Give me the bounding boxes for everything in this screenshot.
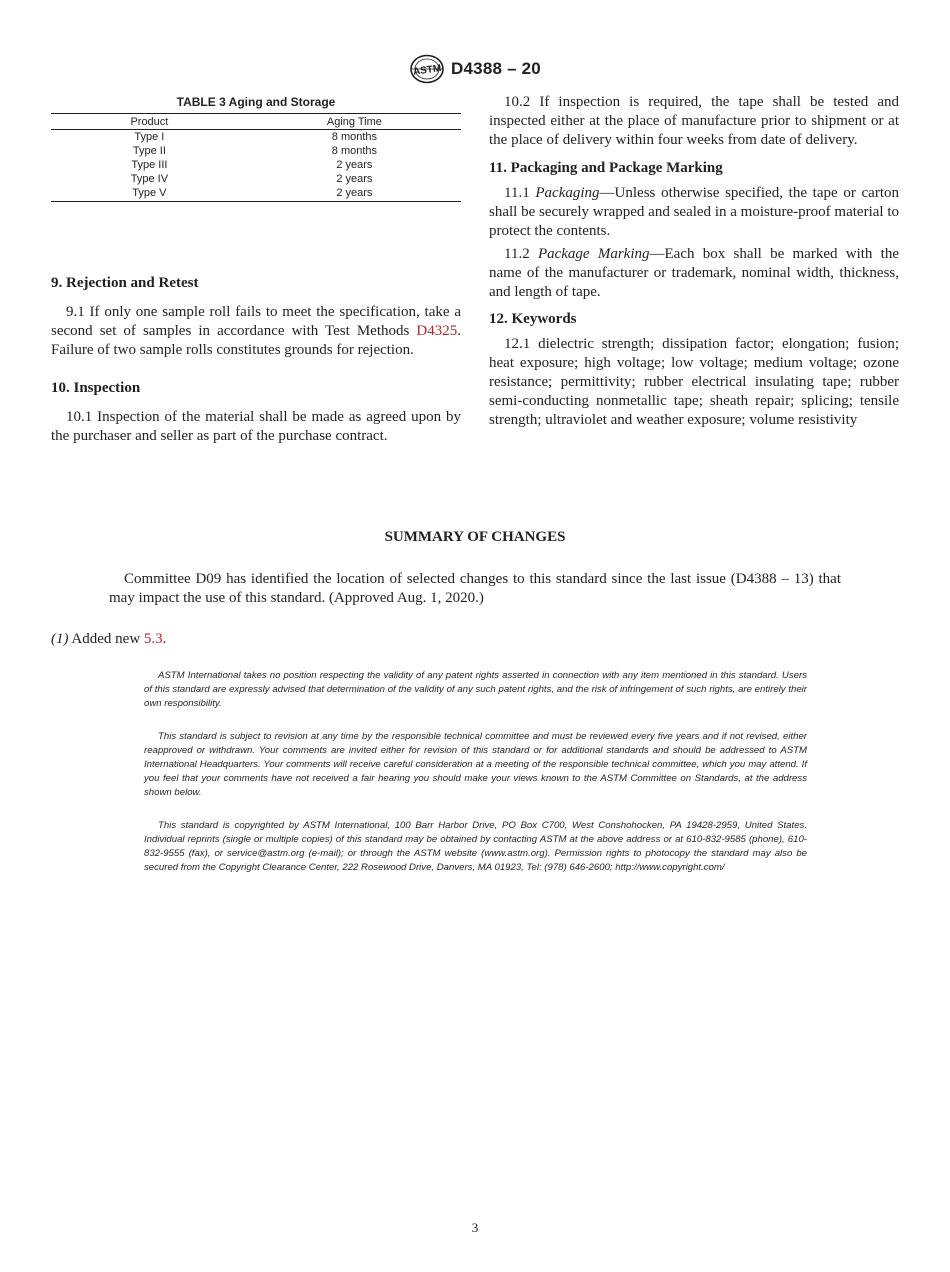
table-row: [51, 144, 461, 158]
summary-body: Committee D09 has identified the location of selected changes to this standard since the last issue (D4388 – 13) that may impact the use of this standard. (Approved Aug. 1, 2020.): [109, 571, 841, 606]
section-11-1-paragraph: [489, 184, 899, 241]
page-number: 3: [471, 1220, 479, 1235]
section-11-2-paragraph: [489, 245, 899, 302]
page-header: [0, 54, 950, 84]
change-item-number: (1): [51, 631, 69, 647]
copyright-notice: This standard is copyrighted by ASTM International, 100 Barr Harbor Drive, PO Box C700, West Conshohocken, PA 19428-2959, United States. Individual reprints (single or multiple copies) of this standard may be obtained by contacting ASTM at the above address or at 610-832-9585 (phone), 610-832-9555 (fax), or service@astm.org (e-mail); or through the ASTM website (www.astm.org). Permission rights to photocopy the standard may also be secured from the Copyright Clearance Center, 222 Rosewood Drive, Danvers, MA 01923, Tel: (978) 646-2600; http://www.copyright.com/: [144, 820, 807, 873]
section-10-2-paragraph: 10.2 If inspection is required, the tape shall be tested and inspected either at the place of manufacture prior to shipment or at the place of delivery within four weeks from date of delivery.: [489, 94, 899, 148]
paragraph-text: —Each box shall be marked with the name of the manufacturer or trademark, nominal width, thickness, and length of tape.: [489, 246, 899, 300]
table-cell-aging-time: 2 years: [336, 159, 373, 171]
paragraph-text: 9.1 If only one sample roll fails to meet the specification, take a second set of samples in accordance with Test Methods: [51, 304, 461, 339]
d4325-link[interactable]: D4325: [416, 323, 458, 339]
table-cell-aging-time: 2 years: [336, 173, 373, 185]
table-cell-aging-time: 2 years: [248, 186, 461, 202]
change-item-text: Added new: [68, 631, 144, 647]
table-cell-product: Type III: [131, 159, 168, 171]
column-header-aging-time: Aging Time: [248, 114, 461, 130]
aging-storage-table: [51, 113, 461, 202]
term-package-marking: Package Marking: [537, 246, 650, 262]
section-11-heading: 11. Packaging and Package Marking: [489, 160, 723, 176]
change-list-item: [51, 630, 166, 649]
section-5-3-link[interactable]: 5.3: [143, 631, 163, 647]
column-header-product: Product: [51, 114, 248, 130]
summary-of-changes-title: SUMMARY OF CHANGES: [384, 529, 566, 545]
section-10-heading: 10. Inspection: [51, 380, 141, 396]
left-column: [51, 93, 461, 446]
table-row: [51, 172, 461, 186]
table-cell-product: Type II: [132, 145, 166, 157]
table-cell-product: Type V: [51, 186, 248, 202]
table-header-row: [51, 114, 461, 130]
revision-notice: This standard is subject to revision at any time by the responsible technical committee and must be reviewed every five years and if not revised, either reapproved or withdrawn. Your comments are invited either for revision of this standard or for additional standards and should be addressed to ASTM International Headquarters. Your comments will receive careful consideration at a meeting of the responsible technical committee, which you may attend. If you feel that your comments have not received a fair hearing you should make your views known to the ASTM Committee on Standards, at the address shown below.: [144, 731, 807, 798]
paragraph-number: 11.1: [504, 185, 536, 201]
table-title: TABLE 3 Aging and Storage: [176, 95, 336, 109]
section-9-1-paragraph: [51, 303, 461, 360]
patent-notice: ASTM International takes no position respecting the validity of any patent rights asserted in connection with any item mentioned in this standard. Users of this standard are expressly advised that determination of the validity of any such patent rights, and the risk of infringement of such rights, are entirely their own responsibility.: [144, 670, 807, 709]
svg-text:ASTM: ASTM: [412, 63, 443, 78]
standard-designation: D4388 – 20: [451, 59, 541, 78]
section-12-1-paragraph: 12.1 dielectric strength; dissipation factor; elongation; fusion; heat exposure; high voltage; low voltage; medium voltage; ozone resistance; permittivity; rubber electrical insulating tape; rubber semi-conducting nonmetallic tape; sheath repair; splicing; tensile strength; ultraviolet and weather exposure; volume resistivity: [489, 336, 899, 428]
table-cell-product: Type I: [134, 131, 165, 143]
paragraph-text: . Failure of two sample rolls constitutes grounds for rejection.: [51, 323, 461, 358]
table-row: [51, 158, 461, 172]
table-row: [51, 130, 461, 145]
table-cell-aging-time: 8 months: [331, 131, 378, 143]
table-row: [51, 186, 461, 202]
paragraph-text: —Unless otherwise specified, the tape or carton shall be securely wrapped and sealed in a moisture-proof material to protect the contents.: [489, 185, 899, 239]
astm-logo-icon: [409, 54, 445, 84]
change-item-tail: .: [162, 631, 167, 647]
term-packaging: Packaging: [535, 185, 600, 201]
table-cell-aging-time: 8 months: [331, 145, 378, 157]
right-column: [489, 93, 899, 430]
section-12-heading: 12. Keywords: [489, 311, 577, 327]
table-cell-product: Type IV: [130, 173, 169, 185]
paragraph-number: 11.2: [504, 246, 538, 262]
section-10-1-paragraph: 10.1 Inspection of the material shall be made as agreed upon by the purchaser and seller as part of the purchase contract.: [51, 409, 461, 444]
section-9-heading: 9. Rejection and Retest: [51, 275, 199, 291]
